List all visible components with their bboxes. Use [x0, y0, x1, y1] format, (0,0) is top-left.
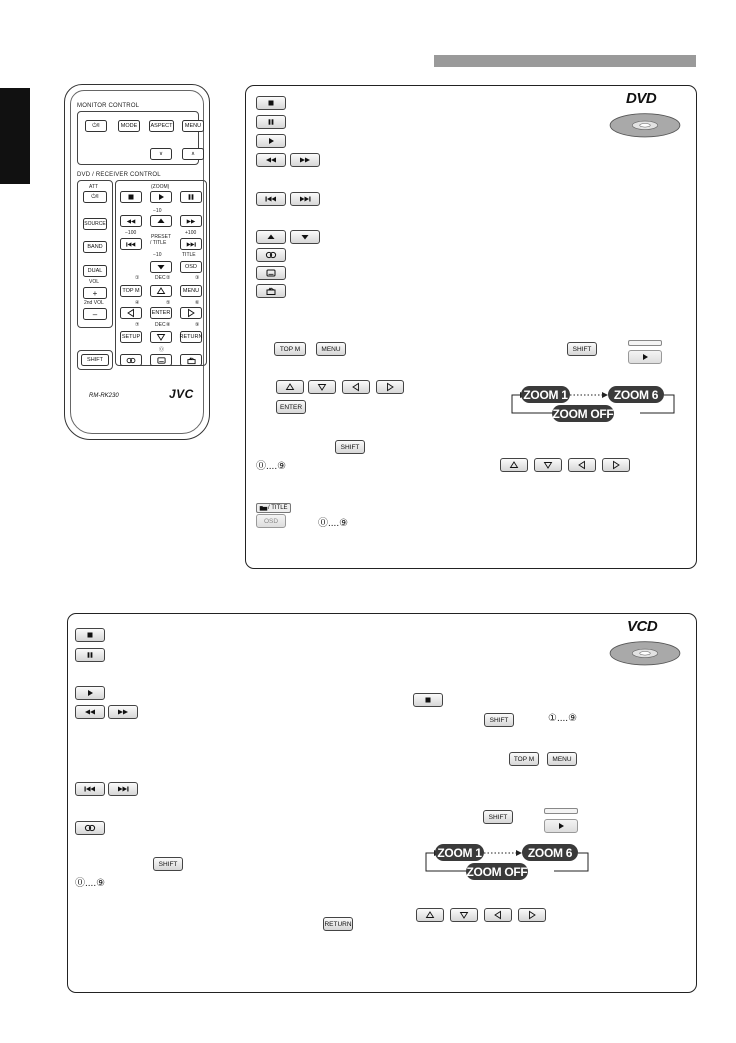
- open-down-icon: [156, 332, 166, 342]
- remote-down-button[interactable]: ∨: [150, 148, 172, 160]
- fast-forward-icon: [185, 217, 197, 226]
- preset-label: PRESET: [151, 234, 172, 240]
- remote-enter-button[interactable]: ENTER: [150, 307, 172, 319]
- num1-label: ①: [135, 275, 140, 281]
- vcd-next-key[interactable]: [108, 782, 138, 796]
- remote-prev-button[interactable]: [120, 238, 142, 250]
- remote-topm-button[interactable]: TOP M: [120, 285, 142, 297]
- remote-dual-button[interactable]: DUAL: [83, 265, 107, 277]
- vcd-pause-key[interactable]: [75, 648, 105, 662]
- second-vol-label: 2nd VOL: [84, 300, 104, 306]
- dvd-zoom-down-key[interactable]: [534, 458, 562, 472]
- remote-stop-button[interactable]: [120, 191, 142, 203]
- vcd-zoom-right-key[interactable]: [518, 908, 546, 922]
- remote-subtitle-button[interactable]: [150, 354, 172, 366]
- remote-play-button[interactable]: [150, 191, 172, 203]
- open-left-icon: [126, 308, 136, 318]
- folder-icon: [259, 504, 268, 512]
- dvd-enter-key[interactable]: ENTER: [276, 400, 306, 414]
- dvd-rewind-key[interactable]: [256, 153, 286, 167]
- num7-label: ⑦: [135, 322, 140, 328]
- audio-icon: [83, 823, 97, 833]
- dvd-title-tag: [256, 503, 291, 513]
- vcd-operations-panel: [67, 613, 697, 993]
- dvd-disc-icon: [608, 102, 682, 138]
- open-down-icon: [317, 382, 327, 392]
- vcd-disc-label: VCD: [627, 618, 658, 635]
- open-right-icon: [527, 910, 537, 920]
- open-down-icon: [459, 910, 469, 920]
- dvd-disc-label: DVD: [626, 90, 657, 107]
- minus10-top-label: −10: [153, 208, 162, 214]
- vcd-topm-key[interactable]: TOP M: [509, 752, 539, 766]
- remote-open-up-button[interactable]: [150, 285, 172, 297]
- next-icon: [185, 240, 197, 249]
- remote-vol-minus-button[interactable]: –: [83, 308, 107, 320]
- rewind-icon: [83, 707, 97, 717]
- remote-power-att-button[interactable]: ⏻/I: [83, 191, 107, 203]
- receiver-control-label: DVD / RECEIVER CONTROL: [77, 172, 161, 178]
- vcd-zoom6-pill: ZOOM 6: [522, 844, 578, 861]
- remote-next-button[interactable]: [180, 238, 202, 250]
- dvd-topm-key[interactable]: TOP M: [274, 342, 306, 356]
- vcd-prev-key[interactable]: [75, 782, 105, 796]
- title-tag-label: TITLE: [182, 252, 196, 258]
- minus100-label: −100: [125, 230, 137, 236]
- remote-menu-button[interactable]: MENU: [182, 120, 204, 132]
- vcd-fastforward-key[interactable]: [108, 705, 138, 719]
- remote-rewind-button[interactable]: [120, 215, 142, 227]
- remote-open-right-button[interactable]: [180, 307, 202, 319]
- remote-vol-plus-button[interactable]: +: [83, 287, 107, 299]
- remote-up-button[interactable]: ∧: [182, 148, 204, 160]
- dec-label-top: DEC: [155, 275, 166, 281]
- preset-title-label: / TITLE: [150, 240, 167, 246]
- remote-menu2-button[interactable]: MENU: [180, 285, 202, 297]
- vcd-menu-key[interactable]: MENU: [547, 752, 577, 766]
- dvd-fastforward-key[interactable]: [290, 153, 320, 167]
- vcd-pbc-stop-key[interactable]: [413, 693, 443, 707]
- dvd-zoom6-pill: ZOOM 6: [608, 386, 664, 403]
- play-icon: [556, 821, 566, 831]
- down-arrow-icon: [156, 262, 166, 272]
- vcd-zoomoff-pill: ZOOM OFF: [466, 864, 528, 879]
- remote-setup-button[interactable]: SETUP: [120, 331, 142, 343]
- dvd-pause-key[interactable]: [256, 115, 286, 129]
- open-left-icon: [351, 382, 361, 392]
- remote-osd-button[interactable]: OSD: [180, 261, 202, 273]
- vcd-zoom-down-key[interactable]: [450, 908, 478, 922]
- num8-label: ⑧: [166, 322, 171, 328]
- remote-down-arrow-button[interactable]: [150, 261, 172, 273]
- previous-icon: [264, 194, 278, 204]
- vcd-play-key[interactable]: [75, 686, 105, 700]
- open-right-icon: [186, 308, 196, 318]
- pause-icon: [186, 192, 196, 202]
- stop-icon: [423, 695, 433, 705]
- remote-fastforward-button[interactable]: [180, 215, 202, 227]
- dvd-cursor-up-key[interactable]: [276, 380, 304, 394]
- vol-label: VOL: [89, 279, 100, 285]
- dvd-shift-key[interactable]: SHIFT: [335, 440, 365, 454]
- vcd-digit-range: ⓪....⑨: [75, 878, 106, 889]
- fast-forward-icon: [116, 707, 130, 717]
- dvd-digit-range: ⓪....⑨: [256, 461, 287, 472]
- num9-label: ⑨: [195, 322, 200, 328]
- dvd-play-key[interactable]: [256, 134, 286, 148]
- remote-shift-button[interactable]: SHIFT: [81, 354, 109, 366]
- remote-audio-button[interactable]: [120, 354, 142, 366]
- stop-icon: [126, 192, 136, 202]
- next-icon: [116, 784, 130, 794]
- num2-label: ②: [166, 275, 171, 281]
- open-down-icon: [543, 460, 553, 470]
- dvd-menu-key[interactable]: MENU: [316, 342, 346, 356]
- remote-control-illustration: [64, 84, 210, 440]
- previous-icon: [83, 784, 97, 794]
- vcd-rewind-key[interactable]: [75, 705, 105, 719]
- dec-label-bottom: DEC: [155, 322, 166, 328]
- dvd-zoomoff-pill: ZOOM OFF: [552, 406, 614, 421]
- stop-icon: [85, 630, 95, 640]
- rewind-icon: [264, 155, 278, 165]
- stop-icon: [266, 98, 276, 108]
- remote-mode-button[interactable]: MODE: [118, 120, 140, 132]
- vcd-zoom-left-key[interactable]: [484, 908, 512, 922]
- play-icon: [156, 192, 166, 202]
- play-icon: [85, 688, 95, 698]
- remote-open-left-button[interactable]: [120, 307, 142, 319]
- open-right-icon: [385, 382, 395, 392]
- remote-return-button[interactable]: RETURN: [180, 331, 202, 343]
- dvd-subtitle-key[interactable]: [256, 266, 286, 280]
- dvd-cursor-right-key[interactable]: [376, 380, 404, 394]
- dvd-cursor-down-key[interactable]: [308, 380, 336, 394]
- pause-icon: [266, 117, 276, 127]
- dvd-zoom-up-key[interactable]: [500, 458, 528, 472]
- plus100-label: +100: [185, 230, 197, 236]
- dvd-shift-key-zoom[interactable]: SHIFT: [567, 342, 597, 356]
- vcd-return-key[interactable]: RETURN: [323, 917, 353, 931]
- dvd-zoom-left-key[interactable]: [568, 458, 596, 472]
- vcd-shift-key-2[interactable]: SHIFT: [484, 713, 514, 727]
- open-left-icon: [493, 910, 503, 920]
- language-tab: [0, 88, 30, 184]
- subtitle-icon: [265, 268, 277, 278]
- num4-label: ④: [135, 300, 140, 306]
- remote-model-label: RM-RK230: [89, 393, 119, 399]
- dvd-play-key-dim[interactable]: [628, 350, 662, 364]
- audio-icon: [125, 356, 137, 365]
- dvd-angle-key[interactable]: [256, 284, 286, 298]
- vcd-zoom-up-key[interactable]: [416, 908, 444, 922]
- dvd-title-tag-label: / TITLE: [268, 505, 288, 511]
- rewind-icon: [125, 217, 137, 226]
- vcd-shift-key[interactable]: SHIFT: [153, 857, 183, 871]
- fast-forward-icon: [298, 155, 312, 165]
- remote-open-down-button[interactable]: [150, 331, 172, 343]
- num5-label: ⑤: [166, 300, 171, 306]
- remote-band-button[interactable]: BAND: [83, 241, 107, 253]
- vcd-digit-range-2: ①....⑨: [548, 713, 578, 724]
- minus10-bottom-label: −10: [153, 252, 162, 258]
- up-arrow-icon: [156, 216, 166, 226]
- num6-label: ⑥: [195, 300, 200, 306]
- vcd-zoom-indicator: [544, 808, 578, 814]
- subtitle-icon: [156, 356, 167, 365]
- vcd-audio-key[interactable]: [75, 821, 105, 835]
- dvd-prev-key[interactable]: [256, 192, 286, 206]
- remote-pause-button[interactable]: [180, 191, 202, 203]
- previous-icon: [125, 240, 137, 249]
- vcd-zoom1-pill: ZOOM 1: [435, 844, 484, 861]
- vcd-disc-icon: [608, 630, 682, 666]
- remote-source-button[interactable]: SOURCE: [83, 218, 107, 230]
- next-icon: [298, 194, 312, 204]
- angle-icon: [186, 356, 197, 365]
- open-up-icon: [425, 910, 435, 920]
- jvc-logo: JVC: [169, 387, 194, 401]
- dvd-audio-key[interactable]: [256, 248, 286, 262]
- open-right-icon: [611, 460, 621, 470]
- audio-icon: [264, 250, 278, 260]
- att-label: ATT: [89, 184, 99, 190]
- remote-monitor-power-button[interactable]: ⏻/I: [85, 120, 107, 132]
- play-icon: [266, 136, 276, 146]
- vcd-shift-key-zoom[interactable]: SHIFT: [483, 810, 513, 824]
- dvd-cursor-left-key[interactable]: [342, 380, 370, 394]
- remote-up-arrow-button[interactable]: [150, 215, 172, 227]
- open-up-icon: [509, 460, 519, 470]
- dvd-osd-key[interactable]: OSD: [256, 514, 286, 528]
- vcd-stop-key[interactable]: [75, 628, 105, 642]
- angle-icon: [265, 286, 277, 296]
- open-up-icon: [156, 286, 166, 296]
- zoom-label: (ZOOM): [151, 184, 170, 190]
- dvd-digit-range-2: ⓪....⑨: [318, 518, 349, 529]
- open-up-icon: [285, 382, 295, 392]
- header-bar: [434, 55, 696, 67]
- pause-icon: [85, 650, 95, 660]
- dvd-stop-key[interactable]: [256, 96, 286, 110]
- dvd-zoom-right-key[interactable]: [602, 458, 630, 472]
- dvd-up-key[interactable]: [256, 230, 286, 244]
- remote-aspect-button[interactable]: ASPECT: [149, 120, 174, 132]
- monitor-control-label: MONITOR CONTROL: [77, 103, 140, 109]
- down-arrow-icon: [300, 232, 310, 242]
- open-left-icon: [577, 460, 587, 470]
- dvd-down-key[interactable]: [290, 230, 320, 244]
- num3-label: ③: [195, 275, 200, 281]
- dvd-zoom1-pill: ZOOM 1: [521, 386, 570, 403]
- num0-label: ⓪: [159, 347, 165, 353]
- dvd-next-key[interactable]: [290, 192, 320, 206]
- dvd-zoom-indicator: [628, 340, 662, 346]
- play-icon: [640, 352, 650, 362]
- vcd-play-key-dim[interactable]: [544, 819, 578, 833]
- up-arrow-icon: [266, 232, 276, 242]
- remote-angle-button[interactable]: [180, 354, 202, 366]
